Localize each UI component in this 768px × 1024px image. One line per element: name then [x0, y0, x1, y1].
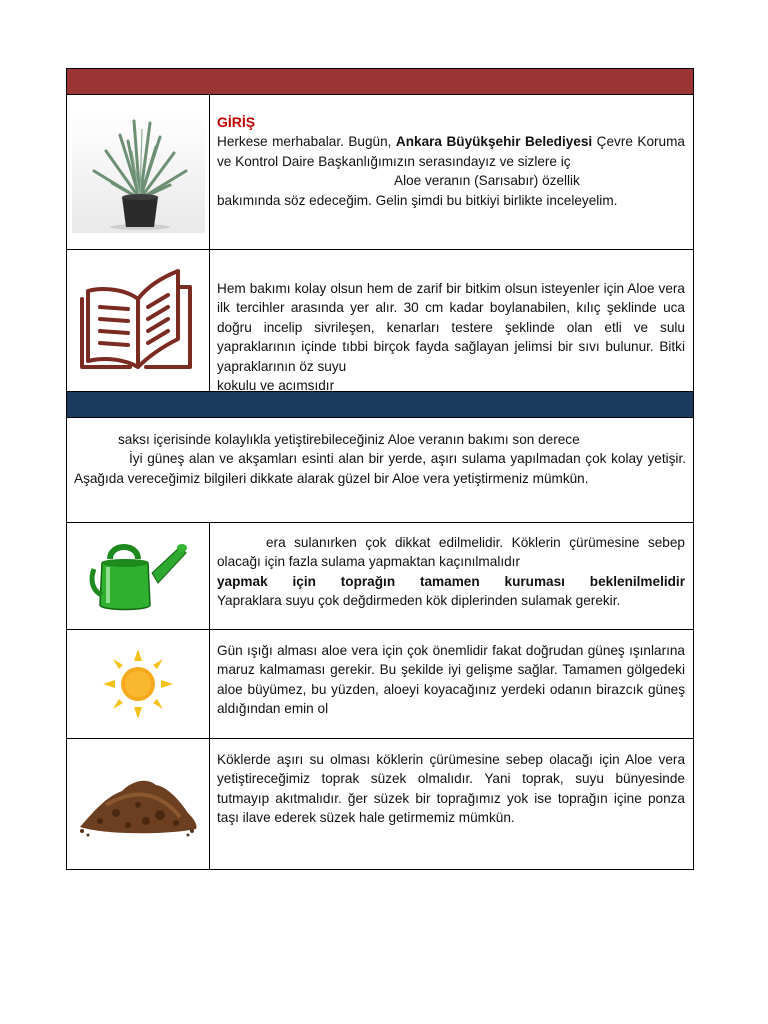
water-bold-text: yapmak için toprağın tamamen kuruması beklenilmelidir — [217, 573, 685, 589]
intro-text-end: Çevre Koruma ve Kontrol Daire Başkanlığımızın serasındayız ve sizlere iç — [217, 134, 685, 169]
about-tail: kokulu ve acımsıdır — [217, 378, 335, 394]
soil-paragraph: Köklerde aşırı su olması köklerin çürümesine sebep olacağı için Aloe vera yetiştireceğimiz toprak süzek olmalıdır. Yani toprak, suyu bünyesinde tutmayıp akıtmalıdır. ğer süzek bir toprağımız yok ise toprağın içine ponza taşı ilave ederek süzek hale getirmemiz mümkün. — [217, 752, 685, 826]
soil-image-cell — [67, 739, 210, 869]
care-line1: saksı içerisinde kolaylıkla yetiştirebileceğiniz Aloe veranın bakımı son derece — [118, 432, 580, 447]
care-text — [67, 418, 693, 488]
about-row — [67, 250, 693, 392]
water-after-text: Yapraklara suyu çok değdirmeden kök diplerinden sulamak gerekir. — [217, 593, 621, 609]
care-line2: İyi güneş alan ve akşamları esinti alan bir yerde, aşırı sulama yapılmadan çok kolay yetişir. Aşağıda vereceğimiz bilgileri dikkate alarak güzel bir Aloe vera yetiştirmeniz mümkün. — [74, 451, 686, 486]
care-row — [67, 418, 693, 523]
intro-text-start: Herkese merhabalar. Bugün, — [217, 134, 396, 150]
soil-pile-icon — [76, 771, 200, 837]
sun-text-cell — [210, 630, 693, 738]
sun-icon — [103, 649, 173, 719]
intro-paragraph — [217, 132, 685, 171]
soil-row — [67, 739, 693, 869]
water-row — [67, 523, 693, 630]
sun-row — [67, 630, 693, 739]
water-image-cell — [67, 523, 210, 629]
intro-line2: Aloe veranın (Sarısabır) özellik — [394, 173, 580, 189]
intro-text-cell — [210, 95, 693, 249]
water-paragraph: era sulanırken çok dikkat edilmelidir. Köklerin çürümesine sebep olacağı için fazla sulama yapmaktan kaçınılmalıdır — [217, 535, 685, 570]
section-bar — [67, 392, 693, 418]
about-paragraph: Hem bakımı kolay olsun hem de zarif bir bitkim olsun isteyenler için Aloe vera ilk tercihler arasında yer alır. 30 cm kadar boylanabilen, kılıç şeklinde uca doğru incelip sivrileşen, kenarları testere şeklinde olan etli ve sulu yapraklarının içinde tıbbi birçok fayda sağlayan jelimsi bir sıvı bulunur. Bitki yapraklarının öz suyu — [217, 281, 685, 374]
intro-row — [67, 95, 693, 250]
about-text-cell — [210, 250, 693, 394]
intro-line3: bakımında söz edeceğim. Gelin şimdi bu bitkiyi birlikte inceleyelim. — [217, 192, 618, 208]
open-book-icon — [80, 267, 196, 375]
header-bar — [67, 69, 693, 95]
intro-bold-org: Ankara Büyükşehir Belediyesi — [395, 134, 593, 150]
about-image-cell — [67, 250, 210, 391]
soil-text-cell — [210, 739, 693, 869]
aloe-plant-icon — [72, 111, 205, 233]
intro-image-cell — [67, 95, 210, 249]
intro-heading: GİRİŞ — [217, 114, 256, 130]
document-table — [66, 68, 694, 870]
sun-paragraph: Gün ışığı alması aloe vera için çok önemlidir fakat doğrudan güneş ışınlarına maruz kalmaması gerekir. Bu şekilde iyi gelişme sağlar. Tamamen gölgedeki aloe büyümez, bu yüzden, aloeyi koyacağınız yerdeki odanın birazcık güneş aldığından emin ol — [217, 643, 685, 717]
watering-can-icon — [88, 539, 188, 613]
water-text-cell — [210, 523, 693, 629]
sun-image-cell — [67, 630, 210, 738]
